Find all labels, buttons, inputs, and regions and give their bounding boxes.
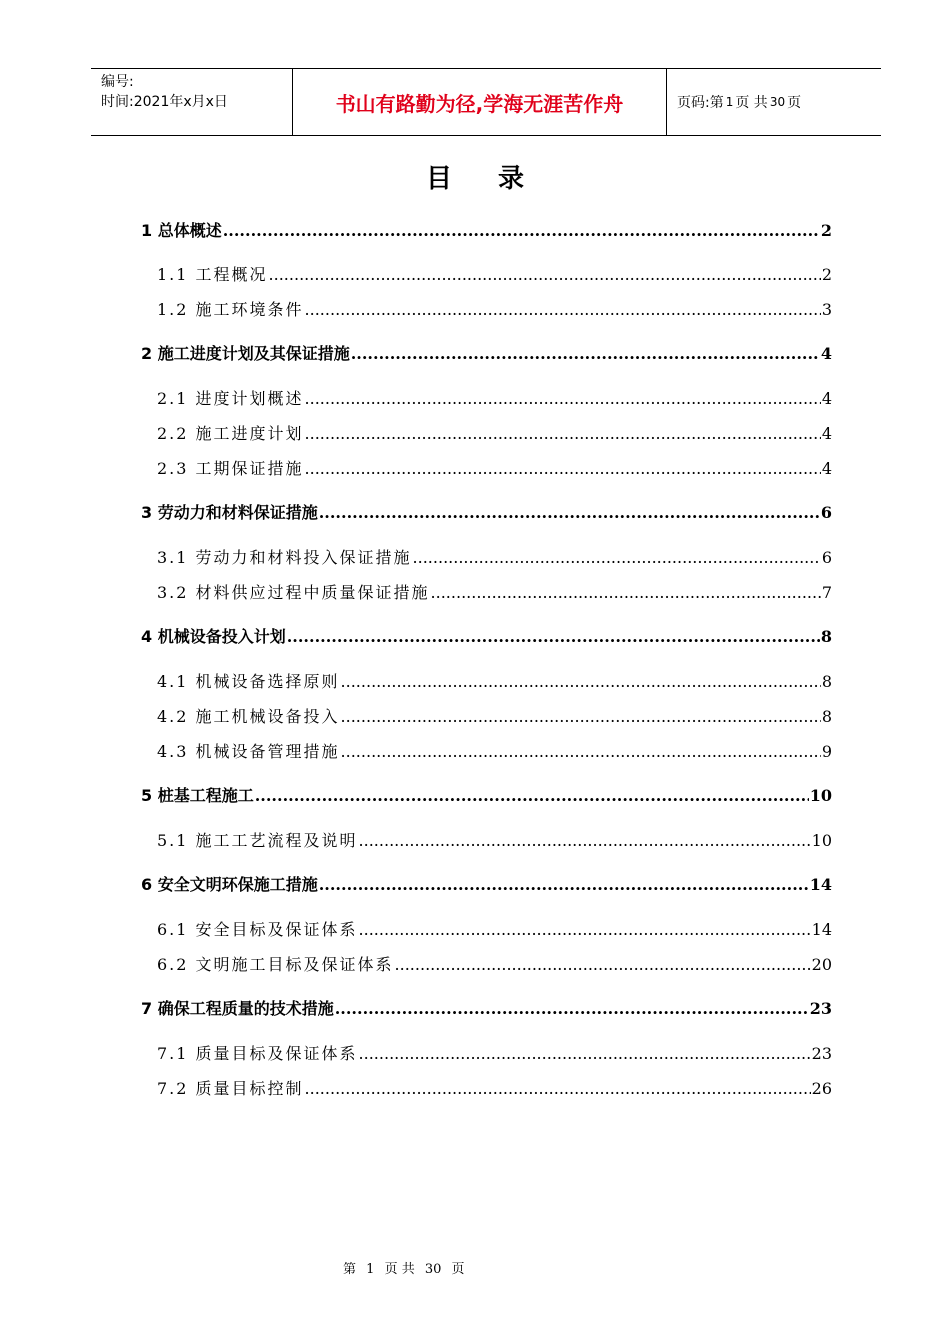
toc-entry-page-number: 8 xyxy=(821,707,832,726)
toc-dot-leader xyxy=(305,424,821,443)
toc-dot-leader xyxy=(269,265,821,284)
document-header xyxy=(91,68,881,136)
toc-entry-page-number: 4 xyxy=(820,344,832,363)
toc-chapter-entry[interactable] xyxy=(141,218,832,241)
toc-entry-page-number: 2 xyxy=(820,221,832,240)
toc-entry-page-number: 4 xyxy=(821,459,832,478)
toc-dot-leader xyxy=(305,459,821,478)
footer-page-total: 30 xyxy=(424,1262,442,1277)
toc-entry-page-number: 8 xyxy=(821,672,832,691)
toc-entry-label: 2 施工进度计划及其保证措施 xyxy=(141,344,350,363)
toc-dot-leader xyxy=(341,742,821,761)
toc-dot-leader xyxy=(431,583,821,602)
toc-entry-label: 2.3 工期保证措施 xyxy=(157,459,304,478)
toc-chapter-entry[interactable] xyxy=(141,624,832,647)
toc-entry-page-number: 6 xyxy=(821,548,832,567)
toc-section-entry[interactable] xyxy=(157,1041,832,1064)
toc-dot-leader xyxy=(359,1044,811,1063)
toc-section-entry[interactable] xyxy=(157,669,832,692)
toc-entry-label: 3 劳动力和材料保证措施 xyxy=(141,503,318,522)
toc-entry-page-number: 23 xyxy=(809,999,832,1018)
toc-entry-page-number: 14 xyxy=(811,920,832,939)
toc-chapter-entry[interactable] xyxy=(141,500,832,523)
toc-section-entry[interactable] xyxy=(157,456,832,479)
toc-section-entry[interactable] xyxy=(157,917,832,940)
toc-entry-page-number: 26 xyxy=(811,1079,832,1098)
toc-dot-leader xyxy=(255,786,809,805)
toc-entry-label: 4.2 施工机械设备投入 xyxy=(157,707,340,726)
page-footer xyxy=(0,1258,950,1277)
toc-entry-label: 7.2 质量目标控制 xyxy=(157,1079,304,1098)
toc-dot-leader xyxy=(223,221,820,240)
toc-entry-page-number: 10 xyxy=(809,786,832,805)
toc-section-entry[interactable] xyxy=(157,545,832,568)
toc-entry-label: 6 安全文明环保施工措施 xyxy=(141,875,318,894)
toc-entry-label: 4.1 机械设备选择原则 xyxy=(157,672,340,691)
toc-section-entry[interactable] xyxy=(157,580,832,603)
footer-page-current: 1 xyxy=(366,1262,375,1277)
toc-dot-leader xyxy=(305,300,821,319)
toc-entry-label: 4.3 机械设备管理措施 xyxy=(157,742,340,761)
toc-dot-leader xyxy=(395,955,811,974)
header-info-cell xyxy=(91,69,293,135)
toc-section-entry[interactable] xyxy=(157,1076,832,1099)
toc-entry-page-number: 2 xyxy=(821,265,832,284)
toc-entry-label: 7 确保工程质量的技术措施 xyxy=(141,999,334,1018)
toc-entry-label: 3.2 材料供应过程中质量保证措施 xyxy=(157,583,430,602)
toc-section-entry[interactable] xyxy=(157,704,832,727)
toc-dot-leader xyxy=(305,389,821,408)
toc-section-entry[interactable] xyxy=(157,739,832,762)
toc-dot-leader xyxy=(341,672,821,691)
toc-dot-leader xyxy=(359,831,811,850)
footer-page-prefix: 第 xyxy=(343,1262,357,1277)
toc-entry-page-number: 14 xyxy=(809,875,832,894)
header-page-info xyxy=(667,69,881,135)
header-page-suffix: 页 xyxy=(787,95,802,111)
toc-section-entry[interactable] xyxy=(157,386,832,409)
toc-section-entry[interactable] xyxy=(157,421,832,444)
toc-entry-label: 6.1 安全目标及保证体系 xyxy=(157,920,358,939)
toc-chapter-entry[interactable] xyxy=(141,783,832,806)
toc-entry-page-number: 7 xyxy=(821,583,832,602)
toc-entry-label: 1.1 工程概况 xyxy=(157,265,268,284)
toc-entry-page-number: 8 xyxy=(820,627,832,646)
toc-dot-leader xyxy=(305,1079,811,1098)
toc-dot-leader xyxy=(413,548,821,567)
toc-dot-leader xyxy=(319,503,820,522)
footer-page-suffix: 页 xyxy=(451,1262,465,1277)
document-number-label: 编号: xyxy=(101,74,134,90)
toc-dot-leader xyxy=(359,920,811,939)
toc-entry-page-number: 9 xyxy=(821,742,832,761)
toc-entry-label: 2.2 施工进度计划 xyxy=(157,424,304,443)
header-motto: 书山有路勤为径,学海无涯苦作舟 xyxy=(293,69,667,135)
toc-entry-label: 1.2 施工环境条件 xyxy=(157,300,304,319)
toc-section-entry[interactable] xyxy=(157,952,832,975)
page-title: 目录 xyxy=(425,164,570,194)
header-page-mid: 页 共 xyxy=(735,95,768,111)
toc-entry-label: 4 机械设备投入计划 xyxy=(141,627,286,646)
toc-section-entry[interactable] xyxy=(157,828,832,851)
header-page-total: 30 xyxy=(769,95,786,109)
toc-dot-leader xyxy=(341,707,821,726)
footer-page-mid: 页 共 xyxy=(384,1262,415,1277)
toc-chapter-entry[interactable] xyxy=(141,996,832,1019)
toc-dot-leader xyxy=(287,627,820,646)
toc-chapter-entry[interactable] xyxy=(141,872,832,895)
toc-entry-label: 3.1 劳动力和材料投入保证措施 xyxy=(157,548,412,567)
toc-entry-page-number: 10 xyxy=(811,831,832,850)
toc-dot-leader xyxy=(351,344,820,363)
header-page-prefix: 页码:第 xyxy=(677,95,724,111)
toc-section-entry[interactable] xyxy=(157,297,832,320)
document-time-label: 时间:2021年x月x日 xyxy=(101,94,228,110)
toc-entry-page-number: 23 xyxy=(811,1044,832,1063)
toc-section-entry[interactable] xyxy=(157,262,832,285)
toc-dot-leader xyxy=(335,999,809,1018)
toc-entry-label: 2.1 进度计划概述 xyxy=(157,389,304,408)
toc-entry-page-number: 4 xyxy=(821,389,832,408)
toc-entry-label: 1 总体概述 xyxy=(141,221,222,240)
toc-entry-page-number: 20 xyxy=(811,955,832,974)
toc-chapter-entry[interactable] xyxy=(141,341,832,364)
toc-entry-page-number: 6 xyxy=(820,503,832,522)
header-page-current: 1 xyxy=(725,95,734,109)
toc-entry-label: 7.1 质量目标及保证体系 xyxy=(157,1044,358,1063)
toc-entry-page-number: 3 xyxy=(821,300,832,319)
toc-entry-label: 5.1 施工工艺流程及说明 xyxy=(157,831,358,850)
toc-entry-label: 6.2 文明施工目标及保证体系 xyxy=(157,955,394,974)
toc-entry-page-number: 4 xyxy=(821,424,832,443)
toc-entry-label: 5 桩基工程施工 xyxy=(141,786,254,805)
toc-dot-leader xyxy=(319,875,809,894)
